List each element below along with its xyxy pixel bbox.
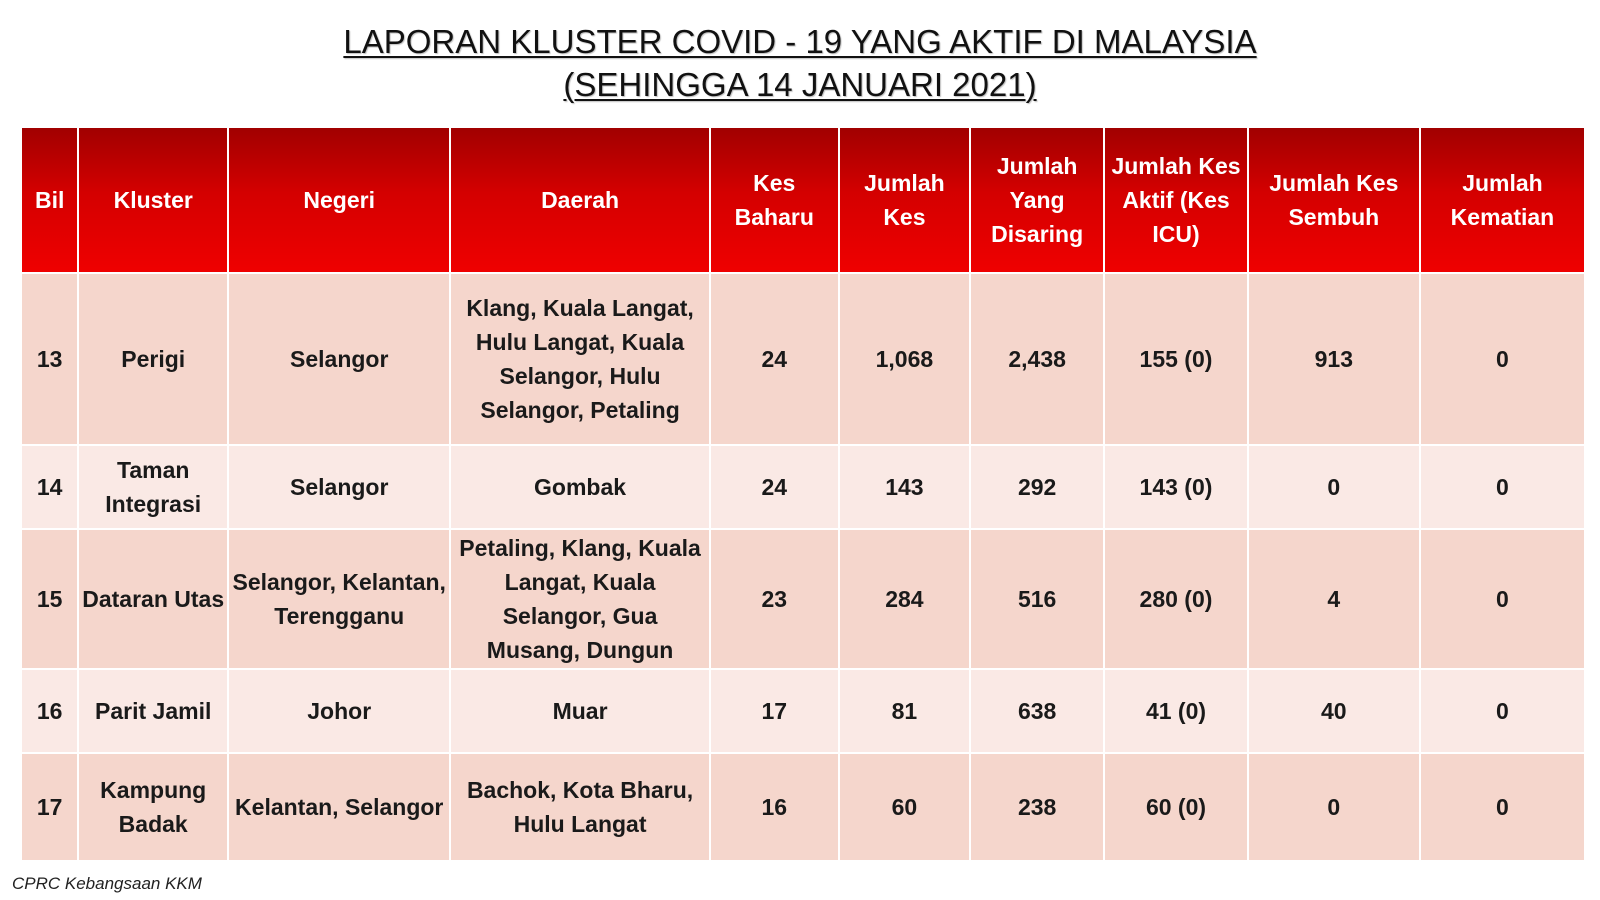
cell-jumlah-kes-aktif: 155 (0) — [1104, 273, 1247, 445]
cell-kluster: Parit Jamil — [78, 669, 228, 753]
cell-jumlah-kes: 60 — [839, 753, 970, 861]
cell-negeri: Johor — [228, 669, 450, 753]
cell-kluster: Kampung Badak — [78, 753, 228, 861]
header-jumlah-kes-sembuh: Jumlah Kes Sembuh — [1248, 127, 1420, 273]
cell-kluster: Dataran Utas — [78, 529, 228, 669]
cell-jumlah-disaring: 638 — [970, 669, 1104, 753]
header-negeri: Negeri — [228, 127, 450, 273]
cell-kes-baharu: 24 — [710, 445, 839, 529]
cell-jumlah-kes: 1,068 — [839, 273, 970, 445]
cell-jumlah-disaring: 292 — [970, 445, 1104, 529]
header-kes-baharu: Kes Baharu — [710, 127, 839, 273]
cell-jumlah-kes: 143 — [839, 445, 970, 529]
cell-jumlah-kes-sembuh: 0 — [1248, 753, 1420, 861]
cell-daerah: Gombak — [450, 445, 709, 529]
cell-jumlah-kes-sembuh: 40 — [1248, 669, 1420, 753]
cell-jumlah-kematian: 0 — [1420, 669, 1585, 753]
cell-bil: 17 — [21, 753, 78, 861]
cell-jumlah-kes-aktif: 60 (0) — [1104, 753, 1247, 861]
cell-daerah: Petaling, Klang, Kuala Langat, Kuala Selangor, Gua Musang, Dungun — [450, 529, 709, 669]
cell-jumlah-kematian: 0 — [1420, 529, 1585, 669]
cell-jumlah-disaring: 238 — [970, 753, 1104, 861]
cell-jumlah-kes-sembuh: 913 — [1248, 273, 1420, 445]
cell-kes-baharu: 17 — [710, 669, 839, 753]
cell-negeri: Selangor, Kelantan, Terengganu — [228, 529, 450, 669]
cell-bil: 15 — [21, 529, 78, 669]
table-row — [21, 273, 1585, 445]
cluster-table — [20, 126, 1586, 862]
table-header-row — [21, 127, 1585, 273]
source-credit: CPRC Kebangsaan KKM — [12, 874, 202, 893]
report-title-line-2: (SEHINGGA 14 JANUARI 2021) — [563, 66, 1037, 103]
header-jumlah-kematian: Jumlah Kematian — [1420, 127, 1585, 273]
cell-bil: 13 — [21, 273, 78, 445]
cell-daerah: Muar — [450, 669, 709, 753]
table-row — [21, 669, 1585, 753]
cell-jumlah-disaring: 516 — [970, 529, 1104, 669]
cell-jumlah-kes-aktif: 280 (0) — [1104, 529, 1247, 669]
cell-jumlah-kes-sembuh: 0 — [1248, 445, 1420, 529]
header-bil: Bil — [21, 127, 78, 273]
cell-jumlah-kematian: 0 — [1420, 753, 1585, 861]
cell-jumlah-kes-sembuh: 4 — [1248, 529, 1420, 669]
cell-negeri: Selangor — [228, 273, 450, 445]
report-title-line-1: LAPORAN KLUSTER COVID - 19 YANG AKTIF DI MALAYSIA — [343, 23, 1257, 60]
cell-jumlah-kematian: 0 — [1420, 273, 1585, 445]
report-title — [0, 20, 1600, 106]
cell-bil: 16 — [21, 669, 78, 753]
header-kluster: Kluster — [78, 127, 228, 273]
header-daerah: Daerah — [450, 127, 709, 273]
header-jumlah-kes-aktif: Jumlah Kes Aktif (Kes ICU) — [1104, 127, 1247, 273]
table-row — [21, 529, 1585, 669]
header-jumlah-disaring: Jumlah Yang Disaring — [970, 127, 1104, 273]
cell-jumlah-kes: 81 — [839, 669, 970, 753]
table-row — [21, 445, 1585, 529]
cell-kluster: Taman Integrasi — [78, 445, 228, 529]
cell-daerah: Klang, Kuala Langat, Hulu Langat, Kuala Selangor, Hulu Selangor, Petaling — [450, 273, 709, 445]
cell-daerah: Bachok, Kota Bharu, Hulu Langat — [450, 753, 709, 861]
cell-jumlah-kematian: 0 — [1420, 445, 1585, 529]
cell-kes-baharu: 23 — [710, 529, 839, 669]
cell-negeri: Kelantan, Selangor — [228, 753, 450, 861]
cell-jumlah-disaring: 2,438 — [970, 273, 1104, 445]
cell-kes-baharu: 16 — [710, 753, 839, 861]
table-row — [21, 753, 1585, 861]
cell-jumlah-kes: 284 — [839, 529, 970, 669]
cell-jumlah-kes-aktif: 41 (0) — [1104, 669, 1247, 753]
cell-kluster: Perigi — [78, 273, 228, 445]
cell-jumlah-kes-aktif: 143 (0) — [1104, 445, 1247, 529]
cell-bil: 14 — [21, 445, 78, 529]
cell-negeri: Selangor — [228, 445, 450, 529]
header-jumlah-kes: Jumlah Kes — [839, 127, 970, 273]
cell-kes-baharu: 24 — [710, 273, 839, 445]
